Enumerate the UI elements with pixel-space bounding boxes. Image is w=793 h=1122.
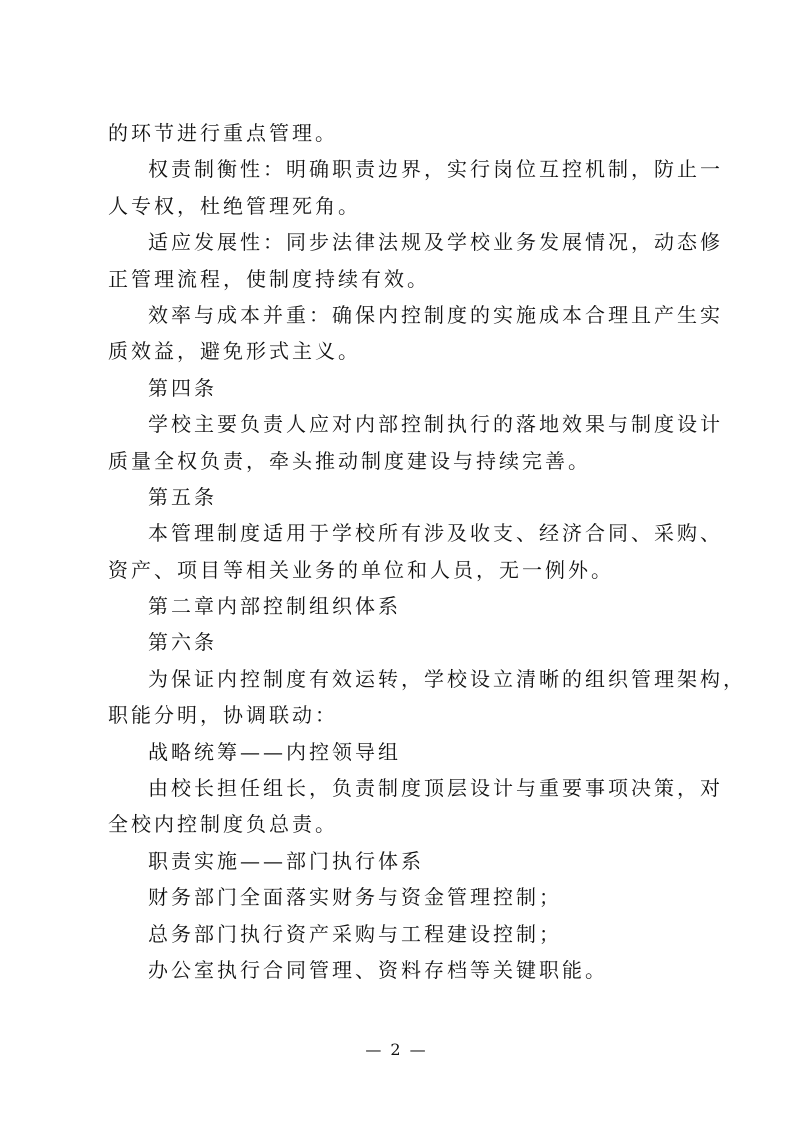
text-line: 效率与成本并重：确保内控制度的实施成本合理且产生实 — [148, 302, 723, 327]
article-heading: 第五条 — [148, 484, 217, 509]
text-line: 办公室执行合同管理、资料存档等关键职能。 — [148, 957, 608, 982]
text-line: 适应发展性：同步法律法规及学校业务发展情况，动态修 — [148, 230, 723, 255]
article-heading: 第六条 — [148, 630, 217, 655]
text-line: 全校内控制度负总责。 — [108, 812, 338, 837]
text-line: 人专权，杜绝管理死角。 — [108, 193, 361, 218]
article-heading: 第四条 — [148, 375, 217, 400]
text-line: 财务部门全面落实财务与资金管理控制； — [148, 885, 562, 910]
section-heading: 职责实施——部门执行体系 — [148, 848, 424, 873]
text-line: 权责制衡性：明确职责边界，实行岗位互控机制，防止一 — [148, 157, 723, 182]
text-line: 正管理流程，使制度持续有效。 — [108, 266, 430, 291]
text-line: 的环节进行重点管理。 — [108, 121, 338, 145]
text-line: 质量全权负责，牵头推动制度建设与持续完善。 — [108, 448, 591, 473]
text-line: 资产、项目等相关业务的单位和人员，无一例外。 — [108, 557, 614, 582]
text-line: 职能分明，协调联动： — [108, 703, 338, 728]
chapter-heading: 第二章内部控制组织体系 — [148, 594, 401, 619]
page-number: — 2 — — [365, 1040, 428, 1059]
text-line: 为保证内控制度有效运转，学校设立清晰的组织管理架构， — [148, 666, 746, 691]
text-line: 本管理制度适用于学校所有涉及收支、经济合同、采购、 — [148, 521, 723, 546]
body-text — [108, 115, 746, 988]
section-heading: 战略统筹——内控领导组 — [148, 739, 401, 764]
text-line: 总务部门执行资产采购与工程建设控制； — [148, 921, 562, 946]
text-line: 质效益，避免形式主义。 — [108, 339, 361, 364]
text-line: 学校主要负责人应对内部控制执行的落地效果与制度设计 — [148, 412, 723, 437]
text-line: 由校长担任组长，负责制度顶层设计与重要事项决策，对 — [148, 776, 723, 801]
